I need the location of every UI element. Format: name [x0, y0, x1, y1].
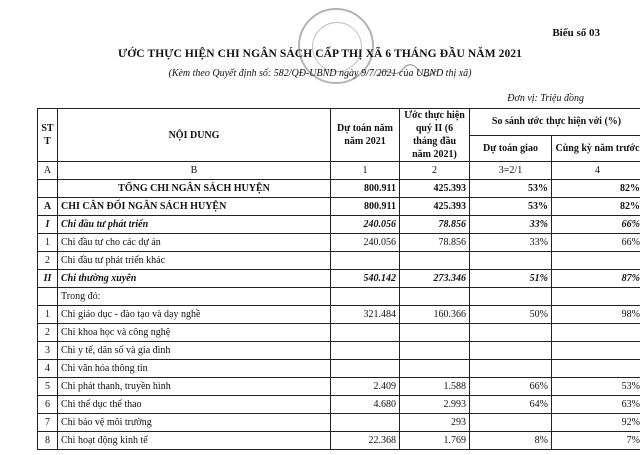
row-estimate — [331, 324, 400, 342]
row-actual: 425.393 — [400, 198, 470, 216]
table-header-row — [38, 109, 640, 136]
row-content: Chi thường xuyên — [58, 270, 331, 288]
row-pct-prev: 82% — [552, 198, 640, 216]
col-header-compare-estimate: Dự toán giao — [470, 135, 552, 162]
row-pct-estimate: 33% — [470, 216, 552, 234]
row-actual: 78.856 — [400, 234, 470, 252]
row-pct-prev: 66% — [552, 216, 640, 234]
row-estimate: 321.484 — [331, 306, 400, 324]
row-pct-estimate: 50% — [470, 306, 552, 324]
row-content: Chi đầu tư cho các dự án — [58, 234, 331, 252]
row-pct-estimate: 51% — [470, 270, 552, 288]
row-pct-prev — [552, 342, 640, 360]
col-header-content: NỘI DUNG — [58, 109, 331, 162]
row-actual: 425.393 — [400, 180, 470, 198]
row-stt: 8 — [38, 432, 58, 450]
row-estimate — [331, 252, 400, 270]
row-content: Chi bảo vệ môi trường — [58, 414, 331, 432]
row-estimate — [331, 342, 400, 360]
row-estimate: 4.680 — [331, 396, 400, 414]
table-row — [38, 198, 640, 216]
row-estimate: 240.056 — [331, 234, 400, 252]
row-pct-prev: 87% — [552, 270, 640, 288]
row-estimate: 240.056 — [331, 216, 400, 234]
index-cell: 1 — [331, 162, 400, 180]
row-estimate — [331, 360, 400, 378]
form-number: Biểu số 03 — [552, 27, 600, 39]
row-stt: 2 — [38, 252, 58, 270]
row-actual: 1.588 — [400, 378, 470, 396]
table-row — [38, 360, 640, 378]
table-row — [38, 180, 640, 198]
table-row — [38, 270, 640, 288]
row-pct-estimate — [470, 414, 552, 432]
table-row — [38, 288, 640, 306]
row-estimate — [331, 414, 400, 432]
row-pct-estimate: 64% — [470, 396, 552, 414]
row-stt — [38, 180, 58, 198]
row-pct-estimate — [470, 288, 552, 306]
row-stt: A — [38, 198, 58, 216]
col-header-stt: ST T — [38, 109, 58, 162]
row-content: Chi hoạt động kinh tế — [58, 432, 331, 450]
col-header-compare: So sánh ước thực hiện với (%) — [470, 109, 640, 136]
row-pct-prev — [552, 252, 640, 270]
row-estimate — [331, 288, 400, 306]
index-cell: B — [58, 162, 331, 180]
row-pct-estimate: 33% — [470, 234, 552, 252]
table-row — [38, 396, 640, 414]
row-content: Chi đầu tư phát triển khác — [58, 252, 331, 270]
row-stt: 2 — [38, 324, 58, 342]
row-estimate: 22.368 — [331, 432, 400, 450]
row-stt: 1 — [38, 234, 58, 252]
row-pct-prev: 7% — [552, 432, 640, 450]
row-pct-prev — [552, 324, 640, 342]
row-actual — [400, 288, 470, 306]
row-content: Chi văn hóa thông tin — [58, 360, 331, 378]
col-header-compare-prev: Cùng kỳ năm trước — [552, 135, 640, 162]
col-header-actual: Ước thực hiện quý II (6 tháng đầu năm 2021) — [400, 109, 470, 162]
row-actual: 2.993 — [400, 396, 470, 414]
row-estimate: 2.409 — [331, 378, 400, 396]
row-pct-prev: 53% — [552, 378, 640, 396]
row-stt: 7 — [38, 414, 58, 432]
row-content: CHI CÂN ĐỐI NGÂN SÁCH HUYỆN — [58, 198, 331, 216]
page-title: ƯỚC THỰC HIỆN CHI NGÂN SÁCH CẤP THỊ XÃ 6 THÁNG ĐẦU NĂM 2021 — [117, 48, 523, 60]
table-row — [38, 432, 640, 450]
index-row — [38, 162, 640, 180]
row-content: Chi giáo dục - đào tạo và dạy nghề — [58, 306, 331, 324]
row-stt: 1 — [38, 306, 58, 324]
table-row — [38, 342, 640, 360]
row-pct-prev: 92% — [552, 414, 640, 432]
row-actual — [400, 360, 470, 378]
row-pct-prev — [552, 360, 640, 378]
index-cell: 4 — [552, 162, 640, 180]
row-actual — [400, 324, 470, 342]
row-content: Chi y tế, dân số và gia đình — [58, 342, 331, 360]
row-pct-prev: 82% — [552, 180, 640, 198]
row-pct-prev — [552, 288, 640, 306]
col-header-estimate: Dự toán năm năm 2021 — [331, 109, 400, 162]
row-content: TỔNG CHI NGÂN SÁCH HUYỆN — [58, 180, 331, 198]
row-pct-estimate — [470, 342, 552, 360]
row-content: Chi đầu tư phát triển — [58, 216, 331, 234]
row-actual — [400, 342, 470, 360]
row-pct-prev: 98% — [552, 306, 640, 324]
row-actual: 78.856 — [400, 216, 470, 234]
row-stt: II — [38, 270, 58, 288]
table-row — [38, 306, 640, 324]
row-pct-estimate — [470, 252, 552, 270]
row-pct-estimate: 8% — [470, 432, 552, 450]
row-content: Chi phát thanh, truyền hình — [58, 378, 331, 396]
page-subtitle: (Kèm theo Quyết định số: 582/QĐ-UBND ngày 9/7/2021 của UBND thị xã) — [168, 68, 472, 79]
row-content: Chi khoa học và công nghệ — [58, 324, 331, 342]
row-actual: 293 — [400, 414, 470, 432]
row-pct-estimate — [470, 324, 552, 342]
row-actual: 160.366 — [400, 306, 470, 324]
table-row — [38, 252, 640, 270]
index-cell: 2 — [400, 162, 470, 180]
budget-table — [37, 108, 640, 450]
row-actual: 1.769 — [400, 432, 470, 450]
unit-label: Đơn vị: Triệu đồng — [507, 93, 584, 104]
table-row — [38, 234, 640, 252]
row-stt — [38, 288, 58, 306]
row-content: Trong đó: — [58, 288, 331, 306]
row-estimate: 800.911 — [331, 198, 400, 216]
row-pct-estimate: 53% — [470, 198, 552, 216]
table-row — [38, 216, 640, 234]
row-actual: 273.346 — [400, 270, 470, 288]
row-actual — [400, 252, 470, 270]
table-row — [38, 324, 640, 342]
index-cell: 3=2/1 — [470, 162, 552, 180]
row-stt: I — [38, 216, 58, 234]
row-pct-prev: 63% — [552, 396, 640, 414]
row-stt: 4 — [38, 360, 58, 378]
row-stt: 3 — [38, 342, 58, 360]
table-row — [38, 378, 640, 396]
row-estimate: 540.142 — [331, 270, 400, 288]
row-pct-estimate: 53% — [470, 180, 552, 198]
row-pct-estimate: 66% — [470, 378, 552, 396]
row-pct-prev: 66% — [552, 234, 640, 252]
table-row — [38, 414, 640, 432]
row-stt: 5 — [38, 378, 58, 396]
row-estimate: 800.911 — [331, 180, 400, 198]
row-stt: 6 — [38, 396, 58, 414]
row-pct-estimate — [470, 360, 552, 378]
row-content: Chi thể dục thể thao — [58, 396, 331, 414]
index-cell: A — [38, 162, 58, 180]
